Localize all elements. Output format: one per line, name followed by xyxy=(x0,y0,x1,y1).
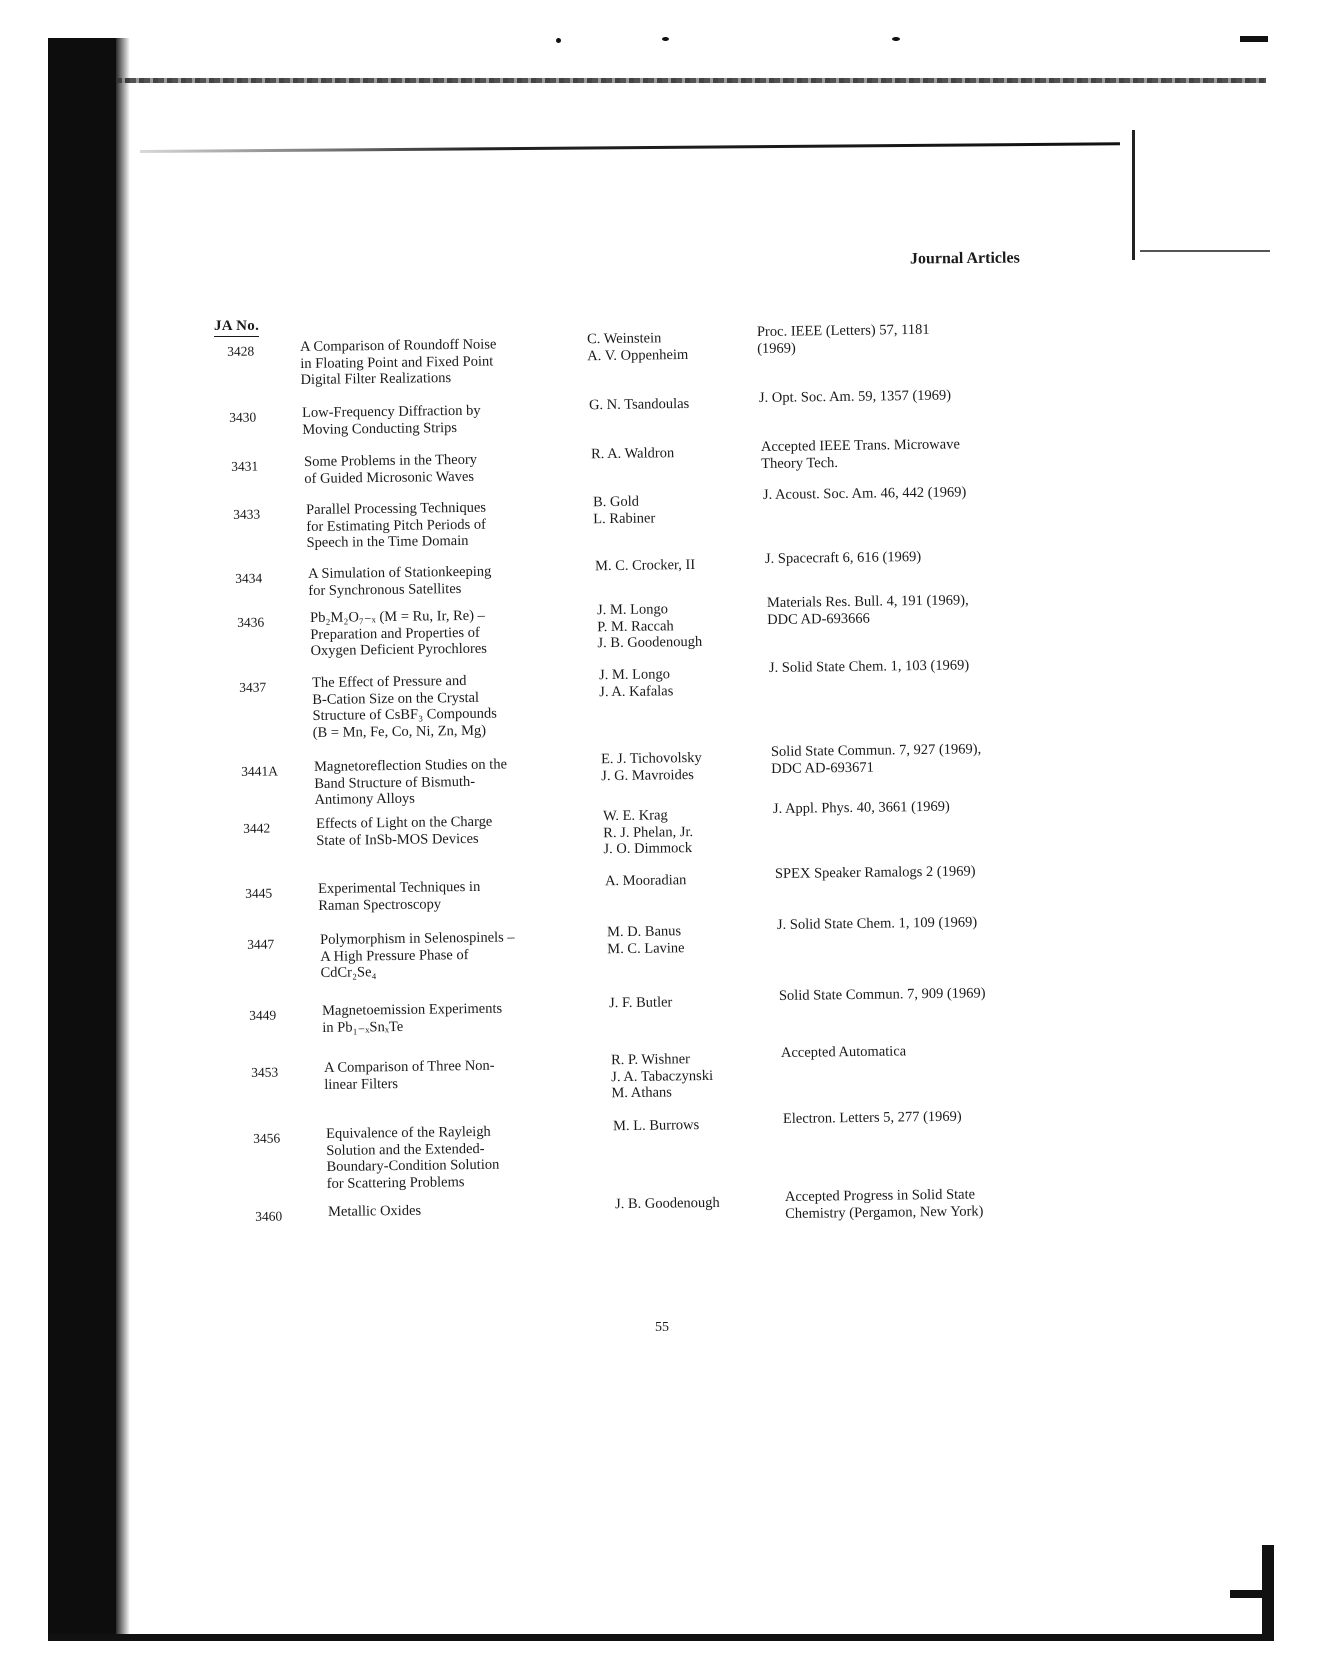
author-name: R. A. Waldron xyxy=(590,445,675,463)
ja-number: 3442 xyxy=(243,820,271,836)
article-title-line: CdCr₂Se₄ xyxy=(320,964,377,981)
article-title-line: for Estimating Pitch Periods of xyxy=(306,516,487,535)
author-name: M. Athans xyxy=(611,1084,672,1102)
page-number: 55 xyxy=(655,1320,669,1335)
author-name: J. M. Longo xyxy=(598,666,671,684)
article-authors xyxy=(595,556,765,575)
article-title-line: of Guided Microsonic Waves xyxy=(304,468,475,487)
author-name: W. E. Krag xyxy=(602,807,668,825)
article-authors xyxy=(593,492,763,527)
citation-line: Accepted Progress in Solid State xyxy=(784,1186,976,1205)
article-title xyxy=(314,755,590,808)
author-name: G. N. Tsandoulas xyxy=(588,395,690,414)
article-authors xyxy=(601,749,771,784)
citation-line: (1969) xyxy=(757,339,796,357)
article-authors xyxy=(599,665,769,700)
citation-line: Electron. Letters 5, 277 (1969) xyxy=(782,1108,962,1127)
article-title-line: in Floating Point and Fixed Point xyxy=(300,352,494,372)
article-authors xyxy=(603,806,774,858)
article-title-line: B-Cation Size on the Crystal xyxy=(312,689,480,708)
ja-number: 3456 xyxy=(253,1130,281,1146)
article-title-line: Parallel Processing Techniques xyxy=(305,499,487,518)
article-title-line: for Synchronous Satellites xyxy=(308,580,462,599)
author-name: J. G. Mavroides xyxy=(601,766,694,784)
article-title xyxy=(316,812,591,849)
article-authors xyxy=(615,1194,785,1213)
article-citation xyxy=(759,386,1059,406)
article-title xyxy=(326,1122,602,1192)
article-title xyxy=(312,671,588,741)
article-citation xyxy=(773,797,1073,817)
citation-line: Accepted IEEE Trans. Microwave xyxy=(760,436,960,455)
article-title-line: A Simulation of Stationkeeping xyxy=(307,563,492,582)
table-row xyxy=(230,548,1090,599)
article-title-line: Pb₂M₂O₇₋ₓ (M = Ru, Ir, Re) – xyxy=(309,607,485,626)
author-name: A. V. Oppenheim xyxy=(587,346,689,364)
article-citation xyxy=(763,483,1063,503)
article-title xyxy=(308,562,583,599)
citation-line: J. Appl. Phys. 40, 3661 (1969) xyxy=(772,798,950,817)
article-title-line: A High Pressure Phase of xyxy=(320,946,469,965)
table-row xyxy=(226,436,1086,487)
article-title-line: Experimental Techniques in xyxy=(317,878,481,897)
author-name: R. J. Phelan, Jr. xyxy=(603,823,694,841)
ja-number: 3441A xyxy=(241,763,278,779)
article-authors xyxy=(613,1116,783,1135)
article-title xyxy=(304,450,579,487)
table-row xyxy=(244,985,1104,1036)
article-authors xyxy=(605,871,775,890)
author-name: M. D. Banus xyxy=(606,923,682,941)
article-title-line: Raman Spectroscopy xyxy=(318,895,442,914)
article-title-line: Metallic Oxides xyxy=(327,1202,422,1220)
ja-number: 3431 xyxy=(231,458,259,474)
article-title-line: The Effect of Pressure and xyxy=(311,672,467,691)
table-row xyxy=(242,914,1102,981)
table-row xyxy=(250,1186,1110,1224)
citation-line: J. Opt. Soc. Am. 59, 1357 (1969) xyxy=(758,387,952,406)
article-title xyxy=(318,877,593,914)
article-authors xyxy=(611,1050,782,1102)
table-row xyxy=(234,657,1094,741)
article-title xyxy=(320,928,596,981)
article-title xyxy=(302,401,577,438)
author-name: P. M. Raccah xyxy=(597,617,674,635)
citation-line: Materials Res. Bull. 4, 191 (1969), xyxy=(766,592,969,611)
article-title-line: Digital Filter Realizations xyxy=(300,370,452,388)
ja-number: 3453 xyxy=(251,1064,279,1080)
article-title-line: Oxygen Deficient Pyrochlores xyxy=(310,640,487,659)
citation-line: DDC AD-693671 xyxy=(771,759,874,777)
article-citation xyxy=(775,862,1075,882)
article-title xyxy=(328,1200,603,1220)
article-citation xyxy=(769,656,1069,676)
author-name: C. Weinstein xyxy=(586,330,662,348)
article-title xyxy=(322,999,597,1036)
table-row xyxy=(248,1108,1108,1192)
article-title xyxy=(324,1056,599,1093)
article-title-line: Magnetoreflection Studies on the xyxy=(313,756,508,775)
citation-line: Proc. IEEE (Letters) 57, 1181 xyxy=(756,321,930,340)
table-row xyxy=(232,592,1092,659)
table-row xyxy=(246,1043,1106,1102)
article-authors xyxy=(587,329,757,364)
table-row xyxy=(224,387,1084,438)
article-authors xyxy=(609,993,779,1012)
citation-line: DDC AD-693666 xyxy=(767,610,870,628)
article-citation xyxy=(779,984,1079,1004)
author-name: B. Gold xyxy=(592,493,640,511)
article-title-line: Antimony Alloys xyxy=(314,790,415,808)
citation-line: J. Solid State Chem. 1, 109 (1969) xyxy=(776,914,978,933)
article-title-line: A Comparison of Three Non- xyxy=(323,1057,495,1076)
author-name: M. C. Lavine xyxy=(607,939,685,957)
article-title-line: Equivalence of the Rayleigh xyxy=(325,1123,491,1142)
author-name: J. A. Tabaczynski xyxy=(611,1067,714,1085)
article-title-line: Preparation and Properties of xyxy=(310,624,480,643)
author-name: E. J. Tichovolsky xyxy=(600,749,702,768)
ja-number: 3428 xyxy=(227,343,255,359)
author-name: J. M. Longo xyxy=(596,601,669,619)
article-title-line: Some Problems in the Theory xyxy=(303,451,478,470)
citation-line: SPEX Speaker Ramalogs 2 (1969) xyxy=(774,863,976,882)
article-title-line: Solution and the Extended- xyxy=(326,1140,485,1159)
citation-line: J. Acoust. Soc. Am. 46, 442 (1969) xyxy=(762,484,967,503)
author-name: R. P. Wishner xyxy=(610,1051,691,1069)
article-title-line: (B = Mn, Fe, Co, Ni, Zn, Mg) xyxy=(312,722,487,741)
article-authors xyxy=(597,600,768,652)
article-title-line: Moving Conducting Strips xyxy=(302,419,458,438)
article-citation xyxy=(761,435,1061,472)
article-title xyxy=(306,498,582,551)
article-citation xyxy=(777,913,1077,933)
author-name: J. B. Goodenough xyxy=(614,1194,720,1213)
citation-line: Theory Tech. xyxy=(761,454,839,472)
article-title-line: in Pb₁₋ₓSnₓTe xyxy=(322,1018,404,1036)
article-citation xyxy=(783,1107,1083,1127)
article-title-line: linear Filters xyxy=(324,1075,399,1093)
citation-line: J. Spacecraft 6, 616 (1969) xyxy=(764,548,922,567)
author-name: J. B. Goodenough xyxy=(597,633,703,652)
article-citation xyxy=(765,547,1065,567)
article-citation xyxy=(757,320,1057,357)
citation-line: Solid State Commun. 7, 927 (1969), xyxy=(770,741,982,760)
article-authors xyxy=(589,395,759,414)
article-title-line: A Comparison of Roundoff Noise xyxy=(299,336,497,355)
table-row xyxy=(240,863,1100,914)
article-title-line: Magnetoemission Experiments xyxy=(321,1000,503,1019)
article-citation xyxy=(785,1185,1085,1222)
article-authors xyxy=(607,922,777,957)
article-title-line: State of InSb-MOS Devices xyxy=(316,830,479,849)
ja-number: 3433 xyxy=(233,506,261,522)
author-name: M. C. Crocker, II xyxy=(594,556,696,575)
article-citation xyxy=(781,1041,1081,1061)
article-title-line: Band Structure of Bismuth- xyxy=(314,773,476,792)
article-title-line: for Scattering Problems xyxy=(326,1173,465,1192)
article-title-line: Effects of Light on the Charge xyxy=(315,813,493,832)
article-title-line: Boundary-Condition Solution xyxy=(326,1156,500,1175)
citation-line: Solid State Commun. 7, 909 (1969) xyxy=(778,985,986,1004)
author-name: L. Rabiner xyxy=(593,509,656,527)
ja-number: 3434 xyxy=(235,570,263,586)
citation-line: Accepted Automatica xyxy=(780,1043,907,1061)
author-name: J. F. Butler xyxy=(608,994,673,1012)
column-header-ja-no: JA No. xyxy=(214,318,259,337)
author-name: M. L. Burrows xyxy=(612,1117,700,1135)
ja-number: 3445 xyxy=(245,885,273,901)
article-citation xyxy=(767,591,1067,628)
article-title-line: Structure of CsBF₃ Compounds xyxy=(312,705,497,724)
ja-number: 3430 xyxy=(229,409,257,425)
article-title-line: Low-Frequency Diffraction by xyxy=(301,402,481,421)
article-title-line: Speech in the Time Domain xyxy=(306,532,469,551)
author-name: J. O. Dimmock xyxy=(603,840,693,858)
table-row xyxy=(228,484,1088,551)
ja-number: 3447 xyxy=(247,936,275,952)
ja-number: 3449 xyxy=(249,1007,277,1023)
article-title xyxy=(300,335,576,388)
article-title-line: Polymorphism in Selenospinels – xyxy=(319,929,515,948)
author-name: A. Mooradian xyxy=(604,872,687,890)
author-name: J. A. Kafalas xyxy=(599,682,674,700)
article-title xyxy=(310,606,586,659)
citation-line: Chemistry (Pergamon, New York) xyxy=(785,1202,984,1222)
ja-number: 3436 xyxy=(237,614,265,630)
citation-line: J. Solid State Chem. 1, 103 (1969) xyxy=(768,657,970,676)
article-authors xyxy=(591,444,761,463)
article-citation xyxy=(771,740,1071,777)
section-title: Journal Articles xyxy=(909,249,1020,268)
ja-number: 3437 xyxy=(239,679,267,695)
ja-number: 3460 xyxy=(255,1208,283,1224)
